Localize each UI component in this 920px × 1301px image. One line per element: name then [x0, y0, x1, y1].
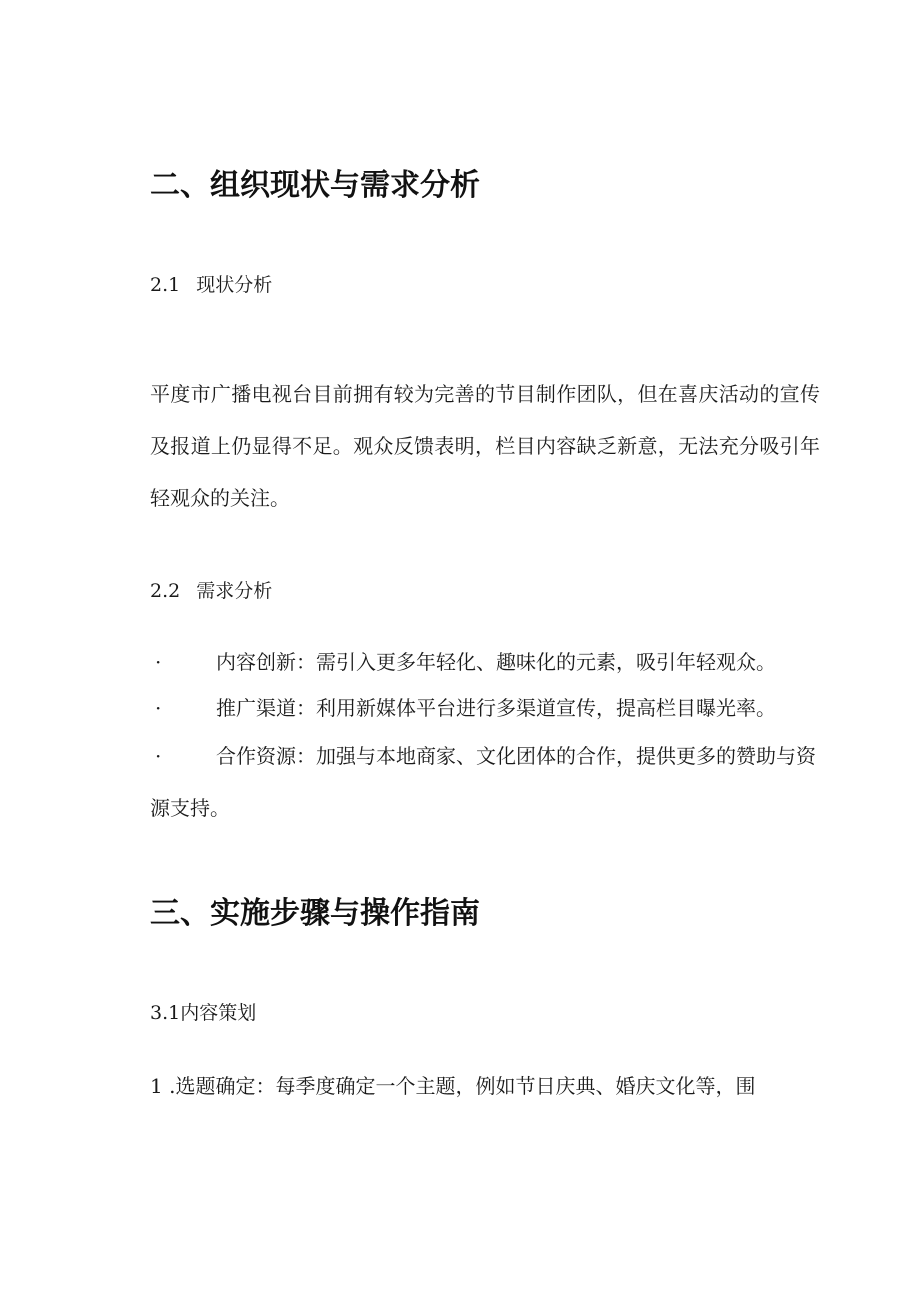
- subsection-2-2-title: 需求分析: [196, 580, 273, 602]
- bullet-text: 合作资源：加强与本地商家、文化团体的合作，提供更多的赞助与资源支持。: [150, 744, 816, 820]
- subsection-2-1-heading: [150, 272, 272, 298]
- bullet-marker: ·: [155, 696, 162, 720]
- status-analysis-paragraph: 平度市广播电视台目前拥有较为完善的节目制作团队，但在喜庆活动的宣传及报道上仍显得不足。观众反馈表明，栏目内容缺乏新意，无法充分吸引年轻观众的关注。: [150, 382, 820, 510]
- subsection-2-1-title: 现状分析: [196, 274, 273, 296]
- list-item: 1 .选题确定：每季度确定一个主题，例如节日庆典、婚庆文化等，围: [150, 1074, 756, 1098]
- subsection-3-1-heading: 3.1内容策划: [150, 1002, 257, 1024]
- subsection-2-2-number: 2.2: [150, 580, 181, 602]
- bullet-item: [150, 682, 820, 734]
- section-2-heading: 二、组织现状与需求分析: [150, 168, 480, 203]
- subsection-2-1-number: 2.1: [150, 274, 181, 296]
- section-3-heading: 三、实施步骤与操作指南: [150, 896, 480, 931]
- bullet-marker: ·: [155, 650, 162, 674]
- bullet-item: [150, 636, 820, 688]
- bullet-text: 内容创新：需引入更多年轻化、趣味化的元素，吸引年轻观众。: [216, 650, 776, 674]
- bullet-text: 推广渠道：利用新媒体平台进行多渠道宣传，提高栏目曝光率。: [216, 696, 776, 720]
- bullet-marker: ·: [155, 744, 162, 768]
- bullet-item: [150, 730, 820, 834]
- subsection-2-2-heading: [150, 578, 272, 604]
